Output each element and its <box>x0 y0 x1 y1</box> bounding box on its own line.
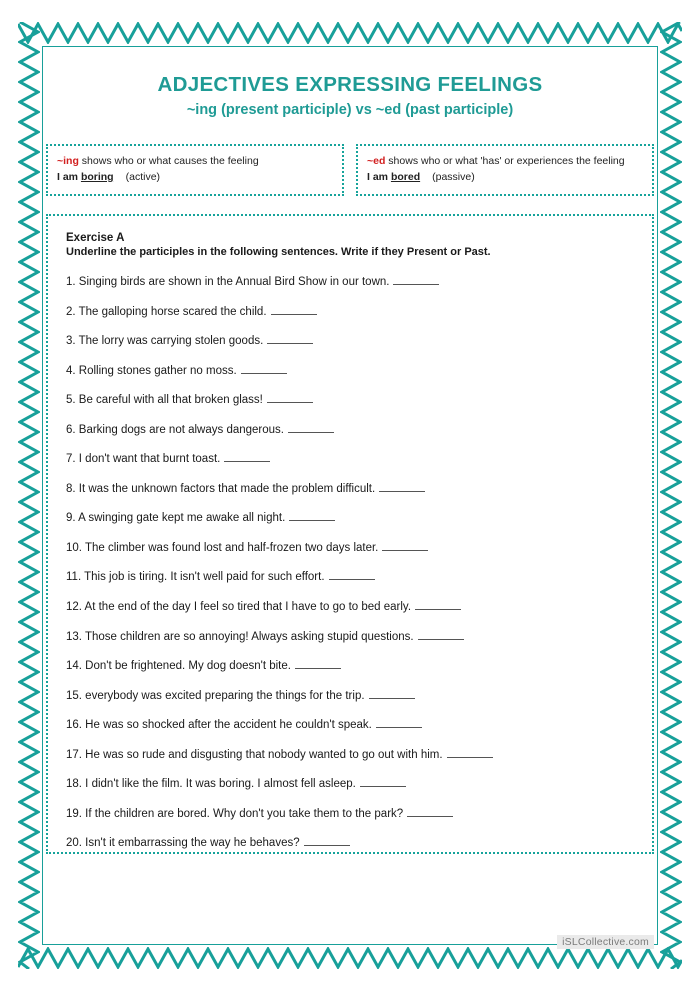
exercise-item <box>66 481 634 497</box>
exercise-item-text: 19. If the children are bored. Why don't you take them to the park? <box>66 807 404 820</box>
answer-blank[interactable] <box>288 422 334 433</box>
exercise-item <box>66 422 634 438</box>
answer-blank[interactable] <box>289 510 335 521</box>
note-example-prefix-ing: I am <box>57 170 81 183</box>
exercise-item-text: 15. everybody was excited preparing the things for the trip. <box>66 689 365 702</box>
answer-blank[interactable] <box>369 688 415 699</box>
exercise-item-list <box>66 274 634 851</box>
exercise-item <box>66 510 634 526</box>
exercise-item <box>66 717 634 733</box>
exercise-item-text: 7. I don't want that burnt toast. <box>66 453 221 466</box>
note-example-ed <box>367 169 643 185</box>
answer-blank[interactable] <box>376 717 422 728</box>
note-rule-text-ing: shows who or what causes the feeling <box>78 154 259 167</box>
tag-ed: ~ed <box>367 154 386 167</box>
exercise-item-text: 4. Rolling stones gather no moss. <box>66 364 237 377</box>
exercise-item <box>66 363 634 379</box>
exercise-item <box>66 835 634 851</box>
answer-blank[interactable] <box>379 481 425 492</box>
exercise-item <box>66 658 634 674</box>
exercise-item-text: 13. Those children are so annoying! Always asking stupid questions. <box>66 630 414 643</box>
note-voice-ed: (passive) <box>432 170 475 183</box>
note-example-word-ing: boring <box>80 170 114 183</box>
exercise-item-text: 18. I didn't like the film. It was boring. I almost fell asleep. <box>66 778 356 791</box>
note-rule-ing <box>57 153 333 169</box>
exercise-item-text: 5. Be careful with all that broken glass! <box>66 394 263 407</box>
answer-blank[interactable] <box>447 747 493 758</box>
exercise-item <box>66 333 634 349</box>
exercise-item <box>66 688 634 704</box>
answer-blank[interactable] <box>224 451 270 462</box>
note-box-ed <box>356 144 654 197</box>
page-subtitle: ~ing (present participle) vs ~ed (past participle) <box>186 101 514 118</box>
exercise-item-text: 10. The climber was found lost and half-frozen two days later. <box>66 541 379 554</box>
exercise-item-text: 6. Barking dogs are not always dangerous. <box>66 423 284 436</box>
answer-blank[interactable] <box>241 363 287 374</box>
answer-blank[interactable] <box>382 540 428 551</box>
exercise-item <box>66 806 634 822</box>
exercise-item <box>66 599 634 615</box>
answer-blank[interactable] <box>407 806 453 817</box>
worksheet-content <box>46 48 654 948</box>
note-example-ing <box>57 169 333 185</box>
page-title: ADJECTIVES EXPRESSING FEELINGS <box>157 73 543 96</box>
zigzag-bottom <box>18 947 682 969</box>
exercise-item <box>66 776 634 792</box>
exercise-item <box>66 629 634 645</box>
note-rule-text-ed: shows who or what 'has' or experiences the feeling <box>385 154 625 167</box>
answer-blank[interactable] <box>415 599 461 610</box>
answer-blank[interactable] <box>360 776 406 787</box>
rule-notes-row <box>46 144 654 197</box>
exercise-item-text: 2. The galloping horse scared the child. <box>66 305 267 318</box>
exercise-item <box>66 304 634 320</box>
answer-blank[interactable] <box>393 274 439 285</box>
note-box-ing <box>46 144 344 197</box>
note-rule-ed <box>367 153 643 169</box>
exercise-item-text: 11. This job is tiring. It isn't well paid for such effort. <box>66 571 325 584</box>
exercise-item-text: 1. Singing birds are shown in the Annual Bird Show in our town. <box>66 276 390 289</box>
exercise-item-text: 9. A swinging gate kept me awake all night. <box>66 512 286 525</box>
exercise-item-text: 8. It was the unknown factors that made the problem difficult. <box>66 482 376 495</box>
exercise-item-text: 3. The lorry was carrying stolen goods. <box>66 335 264 348</box>
exercise-item-text: 16. He was so shocked after the accident he couldn't speak. <box>66 719 372 732</box>
exercise-item <box>66 540 634 556</box>
exercise-heading: Exercise A <box>66 232 125 245</box>
site-watermark: iSLCollective.com <box>557 935 654 949</box>
answer-blank[interactable] <box>418 629 464 640</box>
answer-blank[interactable] <box>271 304 317 315</box>
zigzag-left <box>18 22 40 969</box>
answer-blank[interactable] <box>295 658 341 669</box>
exercise-item-text: 17. He was so rude and disgusting that nobody wanted to go out with him. <box>66 748 443 761</box>
answer-blank[interactable] <box>267 333 313 344</box>
note-voice-ing: (active) <box>125 170 161 183</box>
answer-blank[interactable] <box>267 392 313 403</box>
answer-blank[interactable] <box>329 569 375 580</box>
title-block <box>46 72 654 118</box>
tag-ing: ~ing <box>57 154 79 167</box>
exercise-box <box>46 214 654 854</box>
exercise-item <box>66 569 634 585</box>
exercise-item <box>66 747 634 763</box>
note-example-word-ed: bored <box>390 170 421 183</box>
exercise-item <box>66 451 634 467</box>
answer-blank[interactable] <box>304 835 350 846</box>
exercise-instructions: Underline the participles in the following sentences. Write if they Present or Past. <box>66 246 491 259</box>
exercise-item-text: 12. At the end of the day I feel so tired that I have to go to bed early. <box>66 601 412 614</box>
note-example-prefix-ed: I am <box>367 170 391 183</box>
zigzag-top <box>18 22 682 44</box>
exercise-item-text: 20. Isn't it embarrassing the way he behaves? <box>66 837 300 850</box>
exercise-item <box>66 274 634 290</box>
zigzag-right <box>660 22 682 969</box>
exercise-item <box>66 392 634 408</box>
exercise-item-text: 14. Don't be frightened. My dog doesn't bite. <box>66 660 291 673</box>
